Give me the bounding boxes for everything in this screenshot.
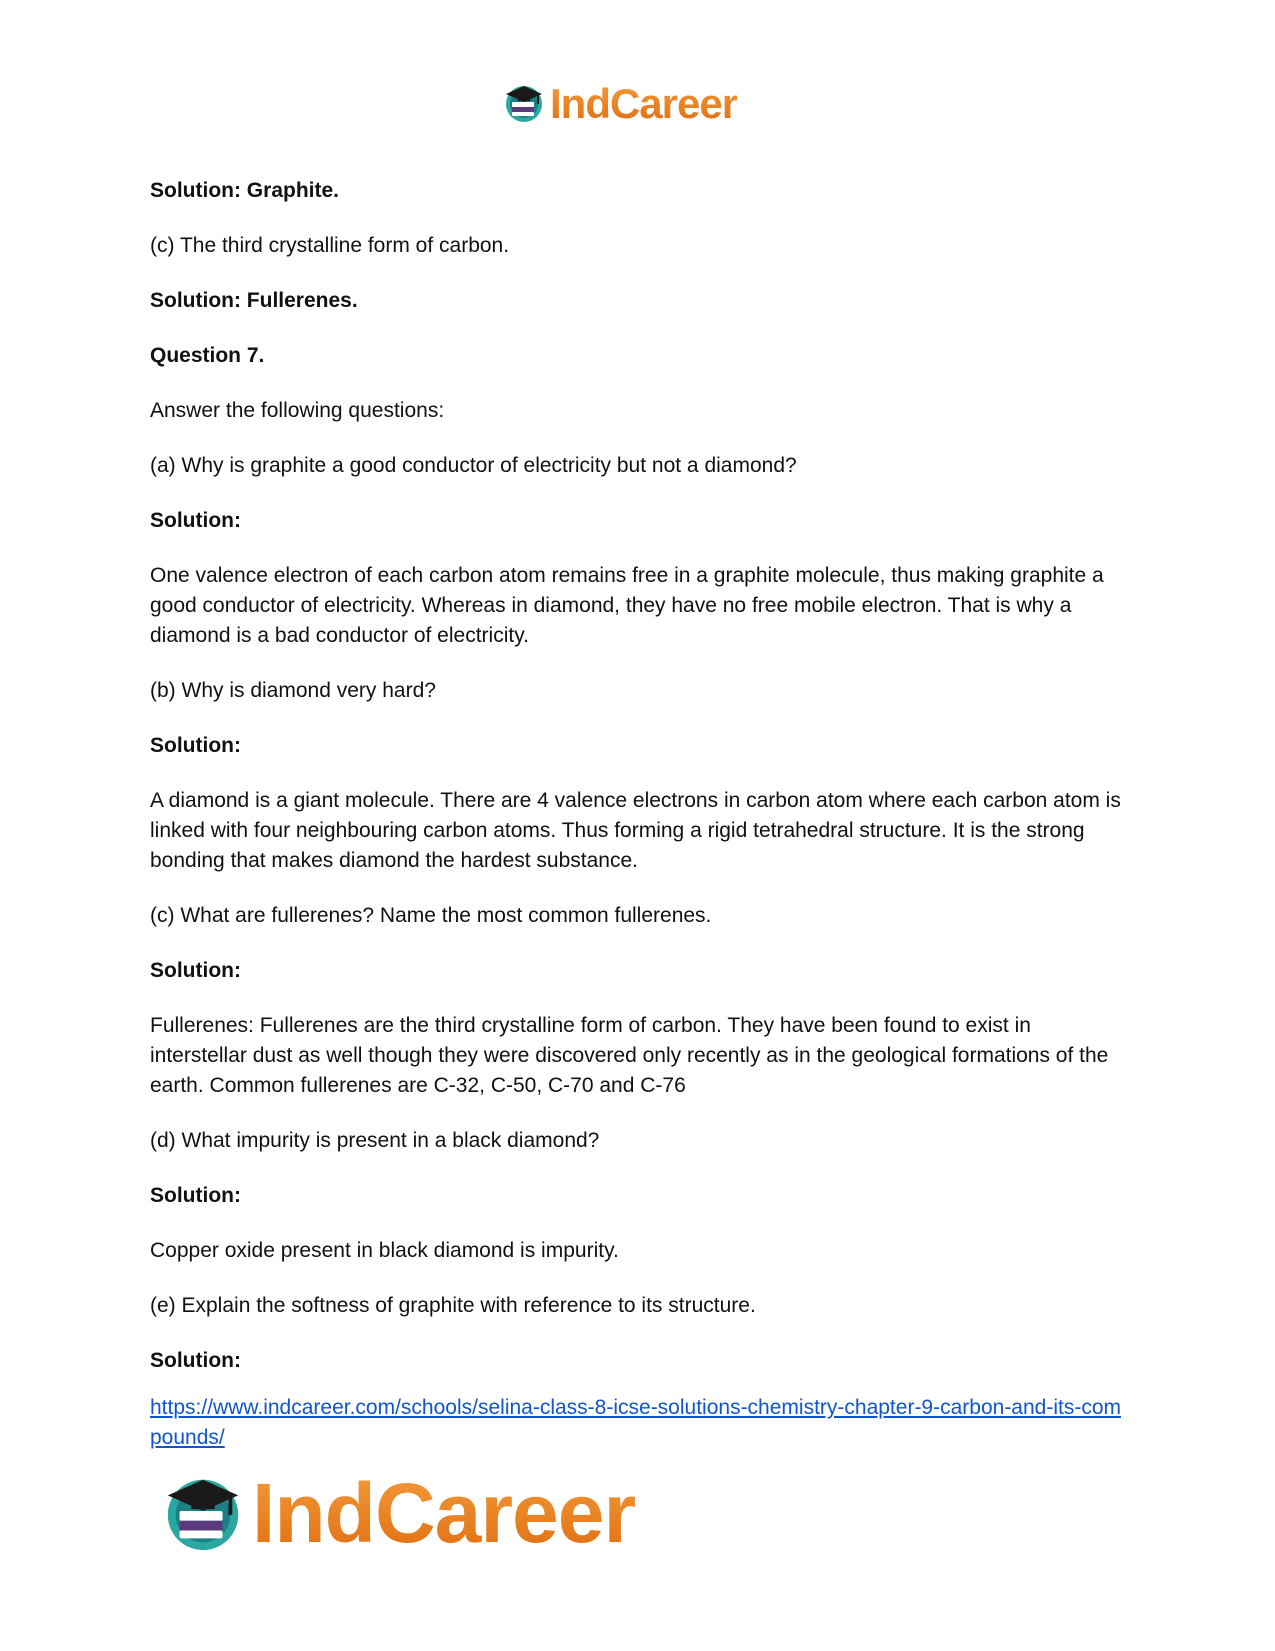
solution-heading: Solution: bbox=[150, 509, 241, 532]
solution-heading: Solution: Fullerenes. bbox=[150, 289, 358, 312]
paragraph: (c) What are fullerenes? Name the most common fullerenes. bbox=[150, 904, 712, 927]
paragraph: (c) The third crystalline form of carbon. bbox=[150, 234, 510, 257]
paragraph: Answer the following questions: bbox=[150, 399, 445, 422]
source-link[interactable]: https://www.indcareer.com/schools/selina-class-8-icse-solutions-chemistry-chapter-9-carbon-and-its-compounds/ bbox=[150, 1396, 1122, 1449]
graduation-cap-book-globe-icon bbox=[502, 80, 546, 129]
paragraph: Copper oxide present in black diamond is impurity. bbox=[150, 1239, 619, 1262]
logo-wordmark: IndCareer bbox=[550, 80, 738, 127]
graduation-cap-book-globe-icon bbox=[160, 1468, 246, 1559]
solution-heading: Question 7. bbox=[150, 344, 265, 367]
paragraph: One valence electron of each carbon atom remains free in a graphite molecule, thus making graphite a good conductor of electricity. Whereas in diamond, they have no free mobile electron. That is why a diamond is a bad conductor of electricity. bbox=[150, 564, 1104, 647]
header-logo bbox=[502, 80, 782, 128]
solution-heading: Solution: Graphite. bbox=[150, 179, 339, 202]
paragraph: (b) Why is diamond very hard? bbox=[150, 679, 436, 702]
logo-wordmark: IndCareer bbox=[252, 1466, 636, 1560]
solution-heading: Solution: bbox=[150, 959, 241, 982]
paragraph: A diamond is a giant molecule. There are 4 valence electrons in carbon atom where each carbon atom is linked with four neighbouring carbon atoms. Thus forming a rigid tetrahedral structure. It is the strong bonding that makes diamond the hardest substance. bbox=[150, 789, 1121, 872]
footer-logo bbox=[160, 1468, 720, 1558]
solution-heading: Solution: bbox=[150, 1184, 241, 1207]
solution-heading: Solution: bbox=[150, 1349, 241, 1372]
paragraph: (d) What impurity is present in a black diamond? bbox=[150, 1129, 600, 1152]
document-body bbox=[150, 176, 1130, 1453]
paragraph: (a) Why is graphite a good conductor of electricity but not a diamond? bbox=[150, 454, 797, 477]
paragraph: Fullerenes: Fullerenes are the third crystalline form of carbon. They have been found to exist in interstellar dust as well though they were discovered only recently as in the geological formations of the earth. Common fullerenes are C-32, C-50, C-70 and C-76 bbox=[150, 1014, 1109, 1097]
solution-heading: Solution: bbox=[150, 734, 241, 757]
paragraph: (e) Explain the softness of graphite with reference to its structure. bbox=[150, 1294, 756, 1317]
